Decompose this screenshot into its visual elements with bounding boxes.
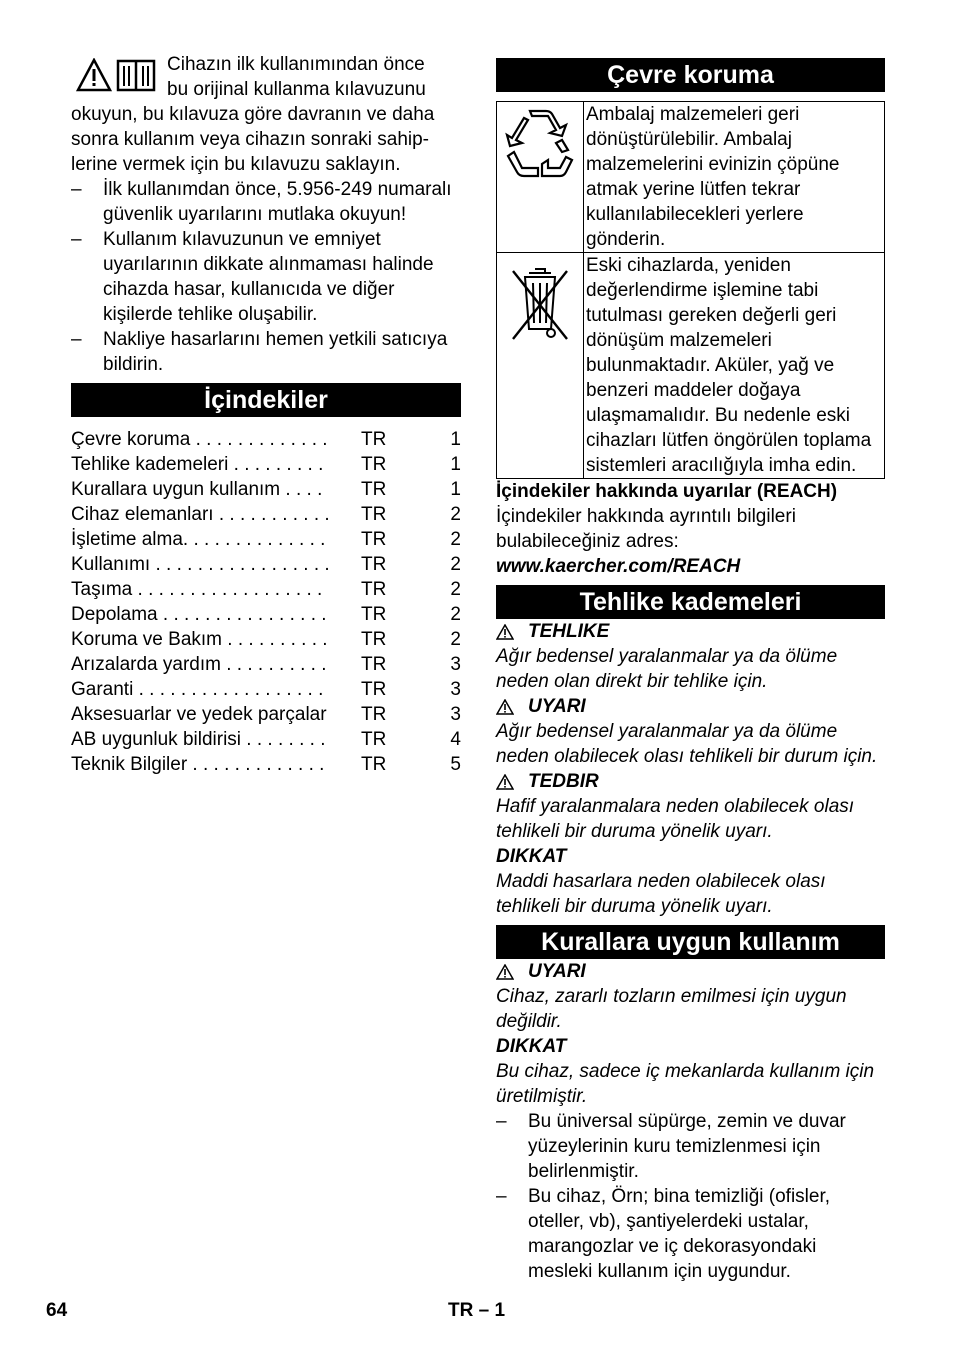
usage-note-label: DIKKAT [496, 1036, 567, 1057]
toc-row[interactable] [71, 502, 461, 527]
toc-entry-lang: TR [361, 704, 387, 725]
toc-entry-page: 2 [450, 529, 461, 550]
toc-entry-page: 3 [450, 704, 461, 725]
toc-row[interactable] [71, 627, 461, 652]
bullet-text: Bu üniversal süpürge, zemin ve duvar yüzeylerinin kuru temizlenmesi için belirlenmiştir. [528, 1111, 846, 1182]
bullet-text: Nakliye hasarlarını hemen yetkili satıcıya bildirin. [103, 329, 448, 375]
toc-row[interactable] [71, 527, 461, 552]
hazard-label-line [496, 769, 885, 794]
warning-triangle-icon [496, 699, 514, 715]
toc-entry-page: 2 [450, 554, 461, 575]
hazard-item [496, 769, 885, 844]
usage-heading: Kurallara uygun kullanım [496, 925, 885, 959]
hazard-text: Maddi hasarlara neden olabilecek olası tehlikeli bir duruma yönelik uyarı. [496, 871, 826, 917]
env-icon-cell [497, 253, 584, 479]
toc-entry-page: 2 [450, 504, 461, 525]
crossed-bin-icon [505, 257, 575, 347]
env-text-cell: Ambalaj malzemeleri geri dönüştürülebilir. Ambalaj malzemelerini evinizin çöpüne atmak yerine lütfen tekrar kullanılabilecekleri yerlere gönderin. [584, 102, 885, 253]
warning-triangle-icon [76, 58, 112, 92]
warning-triangle-icon [496, 624, 514, 640]
bullet-dash: – [496, 1186, 507, 1207]
hazard-label-line [496, 619, 885, 644]
toc-entry-lang: TR [361, 629, 387, 650]
toc-entry-title: Kurallara uygun kullanım . . . . [71, 479, 323, 500]
bullet-item [71, 227, 461, 327]
toc-row[interactable] [71, 702, 461, 727]
env-table [496, 101, 885, 479]
page-number: 64 [46, 1300, 68, 1321]
toc-entry-title: Depolama . . . . . . . . . . . . . . . . [71, 604, 327, 625]
bullet-dash: – [71, 179, 82, 200]
toc-row[interactable] [71, 727, 461, 752]
hazard-text: Ağır bedensel yaralanmalar ya da ölüme neden olabilecek olası tehlikeli bir durum için. [496, 721, 878, 767]
toc-row[interactable] [71, 677, 461, 702]
toc-entry-lang: TR [361, 579, 387, 600]
toc-entry-lang: TR [361, 729, 387, 750]
toc-entry-title: Arızalarda yardım . . . . . . . . . . [71, 654, 327, 675]
recycle-icon [502, 106, 578, 182]
toc-row[interactable] [71, 477, 461, 502]
toc-entry-lang: TR [361, 654, 387, 675]
toc-entry-lang: TR [361, 479, 387, 500]
usage-warn-line [496, 959, 885, 984]
toc-entry-lang: TR [361, 554, 387, 575]
toc-entry-page: 2 [450, 604, 461, 625]
intro-icons [76, 58, 166, 98]
toc-entry-page: 1 [450, 479, 461, 500]
toc-entry-lang: TR [361, 754, 387, 775]
toc-entry-page: 3 [450, 679, 461, 700]
toc-entry-title: Kullanımı . . . . . . . . . . . . . . . . . [71, 554, 330, 575]
warning-triangle-icon [496, 964, 514, 980]
toc-entry-page: 2 [450, 579, 461, 600]
toc-entry-title: Koruma ve Bakım . . . . . . . . . . [71, 629, 328, 650]
toc-entry-page: 5 [450, 754, 461, 775]
toc-entry-lang: TR [361, 604, 387, 625]
toc-entry-page: 3 [450, 654, 461, 675]
env-icon-cell [497, 102, 584, 253]
bullet-text: Kullanım kılavuzunun ve emniyet uyarılarının dikkate alınmaması halinde cihazda hasar, kullanıcıda ve diğer kişilerde tehlike oluşabilir. [103, 229, 434, 325]
right-column [496, 58, 885, 1284]
bullet-text: İlk kullanımdan önce, 5.956-249 numaralı güvenlik uyarılarını mutlaka okuyun! [103, 179, 452, 225]
toc-entry-lang: TR [361, 454, 387, 475]
reach-title: İçindekiler hakkında uyarılar (REACH) [496, 481, 838, 502]
toc-row[interactable] [71, 427, 461, 452]
toc-entry-title: Cihaz elemanları . . . . . . . . . . . [71, 504, 330, 525]
hazard-label-line [496, 694, 885, 719]
hazard-label: DIKKAT [496, 846, 567, 867]
toc-entry-title: Garanti . . . . . . . . . . . . . . . . . . [71, 679, 324, 700]
toc-entry-title: Çevre koruma . . . . . . . . . . . . . [71, 429, 328, 450]
usage-bullet [496, 1184, 885, 1284]
hazard-text: Hafif yaralanmalara neden olabilecek olası tehlikeli bir duruma yönelik uyarı. [496, 796, 855, 842]
toc-entry-title: AB uygunluk bildirisi . . . . . . . . [71, 729, 326, 750]
intro-block [71, 52, 461, 177]
toc-row[interactable] [71, 577, 461, 602]
env-heading: Çevre koruma [496, 58, 885, 92]
toc-entry-lang: TR [361, 429, 387, 450]
toc-entry-page: 4 [450, 729, 461, 750]
bullet-dash: – [71, 229, 82, 250]
usage-warn-text: Cihaz, zararlı tozların emilmesi için uygun değildir. [496, 986, 847, 1032]
bullet-text: Bu cihaz, Örn; bina temizliği (ofisler, oteller, vb), şantiyelerdeki ustalar, marangozlar ve iç dekorasyondaki mesleki kullanım için uygundur. [528, 1186, 831, 1282]
toc-heading: İçindekiler [71, 383, 461, 417]
toc-entry-title: İşletime alma. . . . . . . . . . . . . . [71, 529, 326, 550]
hazard-item [496, 619, 885, 694]
hazard-heading: Tehlike kademeleri [496, 585, 885, 619]
toc-row[interactable] [71, 452, 461, 477]
usage-bullet [496, 1109, 885, 1184]
bullet-dash: – [496, 1111, 507, 1132]
hazard-label: UYARI [528, 696, 586, 717]
table-of-contents [71, 427, 461, 777]
env-row [497, 253, 885, 479]
toc-entry-page: 1 [450, 454, 461, 475]
hazard-label: TEDBIR [528, 771, 599, 792]
hazard-label: TEHLIKE [528, 621, 610, 642]
bullet-dash: – [71, 329, 82, 350]
usage-warn-label: UYARI [528, 961, 586, 982]
toc-row[interactable] [71, 652, 461, 677]
toc-entry-page: 1 [450, 429, 461, 450]
env-text-cell: Eski cihazlarda, yeniden değerlendirme işlemine tabi tutulması gereken değerli geri dönüşüm malzemeleri bulunmaktadır. Aküler, yağ ve benzeri maddeler doğaya ulaşmamalıdır. Bu nedenle eski cihazları lütfen öngörülen toplama sistemleri aracılığıyla imha edin. [584, 253, 885, 479]
reach-url[interactable]: www.kaercher.com/REACH [496, 556, 741, 577]
toc-entry-lang: TR [361, 679, 387, 700]
toc-row[interactable] [71, 552, 461, 577]
reach-text: İçindekiler hakkında ayrıntılı bilgileri bulabileceğiniz adres: [496, 506, 796, 552]
hazard-item [496, 844, 885, 919]
toc-entry-lang: TR [361, 504, 387, 525]
toc-entry-title: Teknik Bilgiler . . . . . . . . . . . . . [71, 754, 325, 775]
toc-entry-title: Taşıma . . . . . . . . . . . . . . . . . . [71, 579, 323, 600]
intro-line: Cihazın ilk kullanımından önce [167, 54, 425, 75]
intro-line: sonra kullanım veya cihazın sonraki sahip- [71, 129, 430, 150]
hazard-text: Ağır bedensel yaralanmalar ya da ölüme neden olan direkt bir tehlike için. [496, 646, 838, 692]
toc-entry-page: 2 [450, 629, 461, 650]
manual-book-icon [116, 58, 156, 92]
toc-row[interactable] [71, 752, 461, 777]
bullet-item [71, 177, 461, 227]
footer-section: TR – 1 [448, 1300, 506, 1321]
intro-line: bu orijinal kullanma kılavuzunu [167, 79, 426, 100]
usage-note-text: Bu cihaz, sadece iç mekanlarda kullanım için üretilmiştir. [496, 1061, 875, 1107]
toc-row[interactable] [71, 602, 461, 627]
intro-line: lerine vermek için bu kılavuzu saklayın. [71, 154, 401, 175]
toc-entry-title: Tehlike kademeleri . . . . . . . . . [71, 454, 324, 475]
hazard-item [496, 694, 885, 769]
intro-line: okuyun, bu kılavuza göre davranın ve daha [71, 104, 435, 125]
bullet-item [71, 327, 461, 377]
left-column [71, 52, 461, 777]
toc-entry-lang: TR [361, 529, 387, 550]
warning-triangle-icon [496, 774, 514, 790]
env-row [497, 102, 885, 253]
toc-entry-title: Aksesuarlar ve yedek parçalar [71, 704, 327, 725]
